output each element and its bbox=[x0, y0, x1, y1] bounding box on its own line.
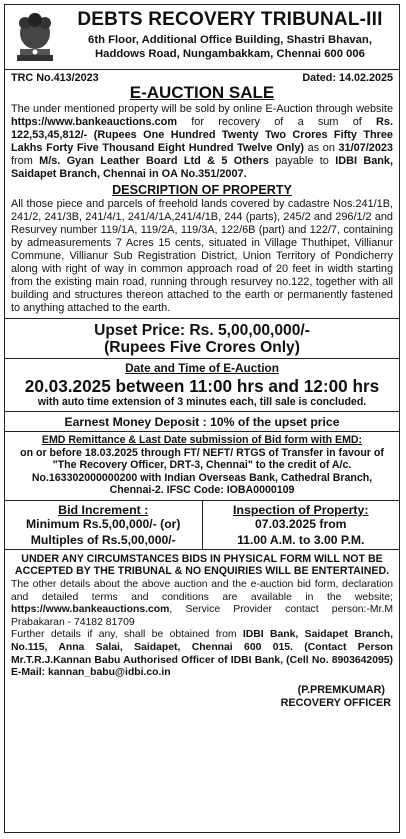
reference-row bbox=[5, 70, 399, 84]
details-text: The other details about the above auction and the e-auction bid form, declaration and detailed terms and conditions are available in the website; bbox=[11, 578, 393, 603]
upset-price-block bbox=[5, 319, 399, 358]
bid-increment-cell bbox=[5, 501, 203, 549]
notice-heading: E-AUCTION SALE bbox=[129, 83, 275, 102]
borrower-name: M/s. Gyan Leather Board Ltd & 5 Others bbox=[39, 155, 269, 167]
earnest-money-deposit: Earnest Money Deposit : 10% of the upset price bbox=[64, 415, 340, 429]
bank-contact: IDBI Bank, Saidapet Branch, No.115, Anna Salai, Saidapet, Chennai 600 015. (Contact Person Mr.T.R.J.Kannan Babu Authorised Officer of IDBI Bank, (Cell No. 8903642095) E-Mail: kannan_babu@idbi.co.in bbox=[11, 629, 394, 679]
property-description: All those piece and parcels of freehold lands covered by cadastre Nos.241/1B, 241/2, 241/3B, 241/4/1, 241/4/1A,241/4/1B, 244 (parts), 245/2 and 296/1/2 and Resurvey number 119/1A, 119/2A, 119/3A, 122/6B (part) and 122/7, containing by admeasurements 7 Acres 15 cents, situated in Village Thuthipet, Villianur Commune, Villianur Sub Registration District, Union Territory of Pondicherry along with right of way in common approach road of 20 feet in width starting from the existing main road, running through resurvey no.122, together with all building and structures thereon attached to the earth or permanently fastened to anything attached to the earth. bbox=[11, 198, 393, 314]
physical-bid-warning: UNDER ANY CIRCUMSTANCES BIDS IN PHYSICAL FORM WILL NOT BE ACCEPTED BY THE TRIBUNAL & NO ENQUIRIES WILL BE ENTERTAINED. bbox=[14, 552, 390, 578]
property-heading: DESCRIPTION OF PROPERTY bbox=[112, 183, 292, 197]
notice-header bbox=[5, 5, 399, 69]
auction-time-heading: Date and Time of E-Auction bbox=[125, 361, 279, 375]
bid-increment-min: Minimum Rs.5,00,000/- (or) bbox=[26, 516, 181, 531]
upset-price: Upset Price: Rs. 5,00,00,000/- bbox=[94, 322, 310, 339]
details-text: , Service Provider contact person:-Mr.M Prabakaran - 74182 81709 bbox=[11, 604, 393, 628]
intro-text: payable to bbox=[268, 155, 336, 167]
inspection-cell bbox=[203, 501, 400, 549]
divider bbox=[5, 358, 399, 359]
trc-number: TRC No.413/2023 bbox=[11, 72, 99, 84]
remittance-heading: EMD Remittance & Last Date submission of Bid form with EMD: bbox=[41, 434, 363, 446]
remittance-text: on or before 18.03.2025 through FT/ NEFT/ RTGS of Transfer in favour of "The Recovery Officer, DRT-3, Chennai" to the credit of A/c. No.163302000000200 with Indian Overseas Bank, Cathedral Branch, Chennai-2. IFSC Code: IOBA0000109 bbox=[20, 446, 384, 497]
auction-time: 20.03.2025 between 11:00 hrs and 12:00 hrs bbox=[24, 376, 380, 396]
intro-text: from bbox=[11, 155, 40, 167]
auction-website-link[interactable]: https://www.bankeauctions.com bbox=[11, 604, 170, 616]
as-on-date: 31/07/2023 bbox=[338, 142, 393, 154]
intro-text: as on bbox=[304, 142, 339, 154]
auction-time-extension: with auto time extension of 3 minutes each, till sale is concluded. bbox=[37, 396, 367, 408]
bid-increment-multiples: Multiples of Rs.5,00,000/- bbox=[30, 532, 176, 547]
upset-price-words: (Rupees Five Crores Only) bbox=[104, 339, 300, 356]
national-emblem-icon bbox=[11, 11, 59, 65]
notice-date: Dated: 14.02.2025 bbox=[302, 72, 393, 84]
details-text: Further details if any, shall be obtained from bbox=[11, 629, 243, 641]
auction-website-link[interactable]: https://www.bankeauctions.com bbox=[11, 116, 178, 128]
inspection-date: 07.03.2025 from bbox=[255, 516, 347, 531]
inspection-heading: Inspection of Property: bbox=[232, 502, 369, 517]
notice-frame bbox=[4, 4, 400, 833]
bid-increment-heading: Bid Increment : bbox=[58, 502, 149, 517]
address-line-1: 6th Floor, Additional Office Building, Shastri Bhavan, bbox=[88, 34, 372, 46]
other-details bbox=[5, 579, 399, 629]
intro-paragraph bbox=[5, 103, 399, 181]
officer-title: RECOVERY OFFICER bbox=[280, 696, 391, 709]
signature-block bbox=[5, 680, 399, 710]
bank-name: IDBI Bank, Saidapet Branch, Chennai in OA No.351/2007. bbox=[11, 155, 394, 180]
address-line-2: Haddows Road, Nungambakkam, Chennai 600 006 bbox=[95, 48, 365, 60]
bid-inspection-table bbox=[5, 500, 399, 550]
intro-text: for recovery of a sum of bbox=[177, 116, 377, 128]
intro-text: The under mentioned property will be sold by online E-Auction through website bbox=[11, 103, 393, 115]
tribunal-title: DEBTS RECOVERY TRIBUNAL-III bbox=[77, 9, 383, 30]
inspection-time: 11.00 A.M. to 3.00 P.M. bbox=[237, 532, 365, 547]
further-details bbox=[5, 629, 399, 679]
tribunal-address bbox=[63, 33, 397, 61]
officer-name: (P.PREMKUMAR) bbox=[297, 683, 385, 696]
recovery-amount: Rs. 122,53,45,812/- (Rupees One Hundred Twenty Two Crores Fifty Three Lakhs Forty Five Thousand Eight Hundred Twelve Only) bbox=[11, 116, 393, 154]
emd-remittance bbox=[5, 432, 399, 497]
divider bbox=[5, 411, 399, 412]
